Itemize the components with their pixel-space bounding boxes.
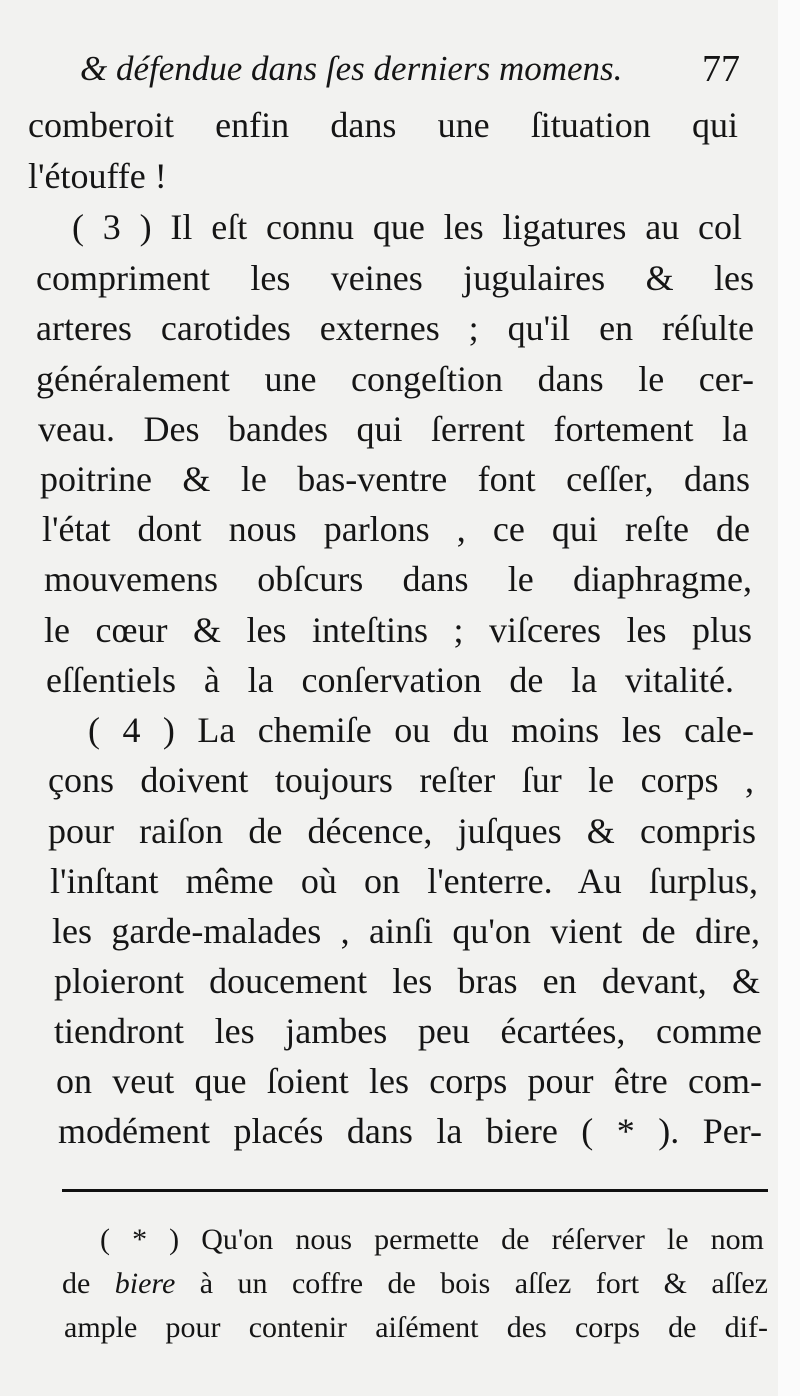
text-line: eſſentiels à la conſervation de la vitalité.: [46, 660, 734, 700]
text-line: ( 4 ) La chemiſe ou du moins les cale-: [88, 710, 754, 750]
text-line: comberoit enfin dans une ſituation qui: [28, 105, 738, 145]
text-line: tiendront les jambes peu écartées, comme: [54, 1011, 762, 1051]
footnote-rule: [62, 1189, 768, 1192]
page-edge: [778, 0, 800, 1396]
text-line: pour raiſon de décence, juſques & compris: [48, 811, 756, 851]
text-line: l'inſtant même où on l'enterre. Au ſurplus,: [50, 861, 758, 901]
footnote-line: ample pour contenir aiſément des corps de dif-: [64, 1311, 768, 1344]
page-number: 77: [702, 48, 740, 90]
footnote-line: ( * ) Qu'on nous permette de réſerver le nom: [100, 1223, 764, 1256]
text-line: on veut que ſoient les corps pour être com-: [56, 1061, 762, 1101]
footnote-italic-word: biere: [114, 1267, 176, 1300]
text-line: ploieront doucement les bras en devant, &: [54, 961, 760, 1001]
running-head: [80, 44, 740, 94]
footnote-text: de: [62, 1267, 115, 1300]
text-line: ( 3 ) Il eſt connu que les ligatures au col: [72, 207, 742, 247]
text-line: modément placés dans la biere ( * ). Per-: [58, 1111, 762, 1151]
text-line: l'étouffe !: [28, 156, 167, 196]
footnote-line: [62, 1262, 768, 1306]
text-line: les garde-malades , ainſi qu'on vient de dire,: [52, 911, 760, 951]
text-line: mouvemens obſcurs dans le diaphragme,: [44, 559, 752, 599]
running-title: & défendue dans ſes derniers momens.: [80, 49, 623, 88]
text-line: poitrine & le bas-ventre font ceſſer, dans: [40, 459, 750, 499]
text-line: çons doivent toujours reſter ſur le corps ,: [48, 760, 754, 800]
text-line: compriment les veines jugulaires & les: [36, 258, 754, 298]
text-line: veau. Des bandes qui ſerrent fortement la: [38, 409, 748, 449]
text-line: généralement une congeſtion dans le cer-: [36, 359, 754, 399]
footnote-text: à un coffre de bois aſſez fort & aſſez: [175, 1267, 768, 1300]
text-line: arteres carotides externes ; qu'il en réſulte: [36, 308, 754, 348]
text-line: l'état dont nous parlons , ce qui reſte de: [42, 509, 750, 549]
text-line: le cœur & les inteſtins ; viſceres les plus: [44, 610, 752, 650]
